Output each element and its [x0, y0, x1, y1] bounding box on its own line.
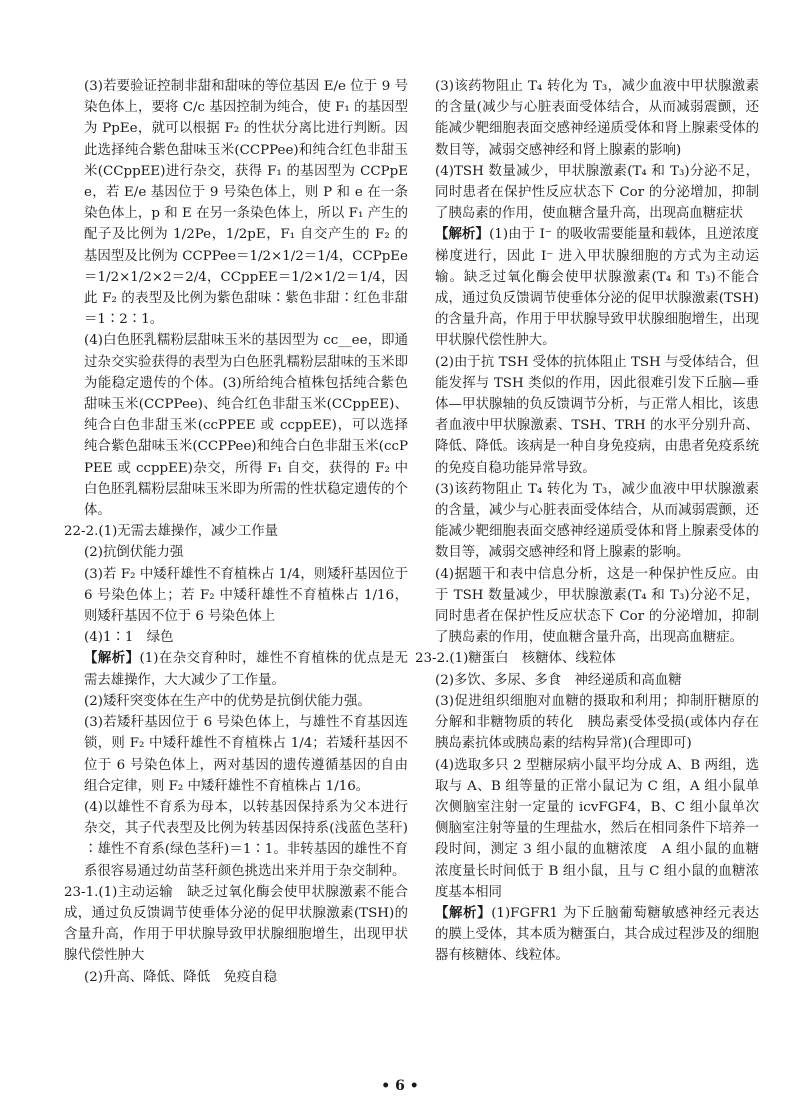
answer-paragraph — [415, 691, 759, 755]
paragraph-text: 23-1.(1)主动运输 缺乏过氧化酶会使甲状腺激素不能合成，通过负反馈调节使垂体分泌的促甲状腺激素(TSH)的含量升高，作用于甲状腺导致甲状腺细胞增生，出现甲状腺代偿性肿大 — [64, 884, 408, 964]
answer-paragraph — [64, 797, 408, 882]
paragraph-text: (3)该药物阻止 T₄ 转化为 T₃，减少血液中甲状腺激素的含量(减少与心脏表面受体结合，从而减弱震颤，还能减少靶细胞表面交感神经递质受体和肾上腺素受体的数目等，减弱交感神经和肾上腺素的影响) — [435, 79, 759, 158]
answer-paragraph — [64, 542, 408, 563]
answer-paragraph — [415, 903, 759, 967]
paragraph-text: 22-2.(1)无需去雄操作，减少工作量 — [64, 524, 278, 540]
answer-paragraph — [64, 967, 408, 988]
paragraph-text: (4)以雄性不育系为母本，以转基因保持系为父本进行杂交，其子代表型及比例为转基因保持系(浅蓝色茎秆)∶雄性不育系(绿色茎秆)＝1∶1。非转基因的雄性不育系很容易通过幼苗茎秆颜色挑选出来并用于杂交制种。 — [84, 799, 408, 879]
paragraph-text: (3)促进组织细胞对血糖的摄取和利用；抑制肝糖原的分解和非糖物质的转化 胰岛素受体受损(或体内存在胰岛素抗体或胰岛素的结构异常)(合理即可) — [435, 693, 759, 752]
paragraph-text: (4)选取多只 2 型糖尿病小鼠平均分成 A、B 两组，选取与 A、B 组等量的正常小鼠记为 C 组，A 组小鼠单次侧脑室注射一定量的 icvFGF4，B、C 组小鼠单次侧脑室注射等量的生理盐水，然后在相同条件下培养一段时间，测定 3 组小鼠的血糖浓度 A 组小鼠的血糖浓度量长时间低于 B 组小鼠，且与 C 组小鼠的血糖浓度基本相同 — [435, 757, 759, 900]
answer-paragraph — [415, 224, 759, 351]
paragraph-text: (4)1∶1 绿色 — [84, 630, 174, 646]
answer-paragraph — [415, 648, 759, 669]
paragraph-text: (3)若矮秆基因位于 6 号染色体上，与雄性不育基因连锁，则 F₂ 中矮秆雄性不育植株占 1/4；若矮秆基因不位于 6 号染色体上，两对基因的遗传遵循基因的自由组合定律，则 F₂ 中矮秆雄性不育植株占 1/16。 — [84, 715, 408, 794]
answer-paragraph — [64, 521, 408, 542]
answer-paragraph — [64, 564, 408, 628]
paragraph-text: (2)多饮、多尿、多食 神经递质和高血糖 — [435, 672, 682, 688]
left-column — [64, 76, 408, 988]
answer-paragraph — [64, 76, 408, 330]
paragraph-text: (3)该药物阻止 T₄ 转化为 T₃，减少血液中甲状腺激素的含量，减少与心脏表面受体结合，从而减弱震颤，还能减少靶细胞表面交感神经递质受体和肾上腺素受体的数目等，减弱交感神经和肾上腺素的影响。 — [435, 481, 759, 561]
answer-paragraph — [64, 330, 408, 521]
answer-paragraph — [415, 670, 759, 691]
paragraph-text: (3)若要验证控制非甜和甜味的等位基因 E/e 位于 9 号染色体上，要将 C/c 基因控制为纯合，使 F₁ 的基因型为 PpEe，就可以根据 F₂ 的性状分离比进行判断。因此选择纯合紫色甜味玉米(CCPPee)和纯合红色非甜玉米(CCppEE)进行杂交，获得 F₁ 的基因型为 CCPpEe，若 E/e 基因位于 9 号染色体上，则 P 和 e 在一条染色体上，p 和 E 在另一条染色体上，所以 F₁ 产生的配子及比例为 1/2Pe，1/2pE，F₁ 自交产生的 F₂ 的基因型及比例为 CCPPee＝1/2×1/2＝1/4，CCPpEe＝1/2×1/2×2＝2/4，CCppEE＝1/2×1/2＝1/4，因此 F₂ 的表型及比例为紫色甜味∶紫色非甜∶红色非甜＝1∶2∶1。 — [84, 79, 408, 328]
paragraph-text: (2)抗倒伏能力强 — [84, 545, 184, 561]
answer-paragraph — [64, 648, 408, 690]
answer-paragraph — [64, 882, 408, 967]
paragraph-text: (3)若 F₂ 中矮秆雄性不育植株占 1/4，则矮秆基因位于 6 号染色体上；若 F₂ 中矮秆雄性不育植株占 1/16，则矮秆基因不位于 6 号染色体上 — [84, 566, 408, 625]
answer-paragraph — [415, 352, 759, 479]
paragraph-text: (1)在杂交育种时，雄性不育植株的优点是无需去雄操作，大大减少了工作量。 — [84, 651, 409, 688]
answer-paragraph — [415, 564, 759, 649]
paragraph-text: (2)矮秆突变体在生产中的优势是抗倒伏能力强。 — [84, 693, 371, 709]
paragraph-text: (2)由于抗 TSH 受体的抗体阻止 TSH 与受体结合，但能发挥与 TSH 类似的作用，因此很难引发下丘脑—垂体—甲状腺轴的负反馈调节分析，与正常人相比，该患者血液中甲状腺激素、TSH、TRH 的水平分别升高、降低、降低。该病是一种自身免疫病，由患者免疫系统的免疫自稳功能异常导致。 — [435, 354, 759, 476]
answer-paragraph — [415, 479, 759, 564]
analysis-tag: 【解析】 — [435, 905, 492, 921]
answer-paragraph — [64, 691, 408, 712]
answer-paragraph — [64, 712, 408, 797]
paragraph-text: (1)FGFR1 为下丘脑葡萄糖敏感神经元表达的膜上受体，其本质为糖蛋白，其合成过程涉及的细胞器有核糖体、线粒体。 — [435, 905, 759, 964]
answer-paragraph — [415, 76, 759, 161]
answer-paragraph — [64, 627, 408, 648]
answer-paragraph — [415, 755, 759, 903]
answer-paragraph — [415, 161, 759, 225]
analysis-tag: 【解析】 — [84, 651, 140, 667]
paragraph-text: (4)TSH 数量减少，甲状腺激素(T₄ 和 T₃)分泌不足，同时患者在保护性反应状态下 Cor 的分泌增加，抑制了胰岛素的作用，使血糖含量升高，出现高血糖症状 — [435, 163, 759, 222]
analysis-tag: 【解析】 — [435, 227, 490, 243]
paragraph-text: (4)据题干和表中信息分析，这是一种保护性反应。由于 TSH 数量减少，甲状腺激素(T₄ 和 T₃)分泌不足，同时患者在保护性反应状态下 Cor 的分泌增加，抑制了胰岛素的作用，使血糖含量升高，出现高血糖症。 — [435, 566, 759, 646]
paragraph-text: (2)升高、降低、降低 免疫自稳 — [84, 969, 278, 985]
page-number: • 6 • — [381, 1078, 419, 1094]
right-column — [415, 76, 759, 967]
paragraph-text: 23-2.(1)糖蛋白 核糖体、线粒体 — [415, 651, 616, 667]
paragraph-text: (1)由于 I⁻ 的吸收需要能量和载体，且逆浓度梯度进行，因此 I⁻ 进入甲状腺细胞的方式为主动运输。缺乏过氧化酶会使甲状腺激素(T₄ 和 T₃)不能合成，通过负反馈调节使垂体分泌的促甲状腺激素(TSH)的含量升高，作用于甲状腺导致甲状腺细胞增生，出现甲状腺代偿性肿大。 — [435, 227, 759, 349]
paragraph-text: (4)白色胚乳糯粉层甜味玉米的基因型为 cc__ee，即通过杂交实验获得的表型为白色胚乳糯粉层甜味的玉米即为能稳定遗传的个体。(3)所给纯合植株包括纯合紫色甜味玉米(CCPPee)、纯合红色非甜玉米(CCppEE)、纯合白色非甜玉米(ccPPEE 或 ccppEE)，可以选择纯合紫色甜味玉米(CCPPee)和纯合白色非甜玉米(ccPPEE 或 ccppEE)杂交，所得 F₁ 自交，获得的 F₂ 中白色胚乳糯粉层甜味玉米即为所需的性状稳定遗传的个体。 — [84, 333, 408, 519]
